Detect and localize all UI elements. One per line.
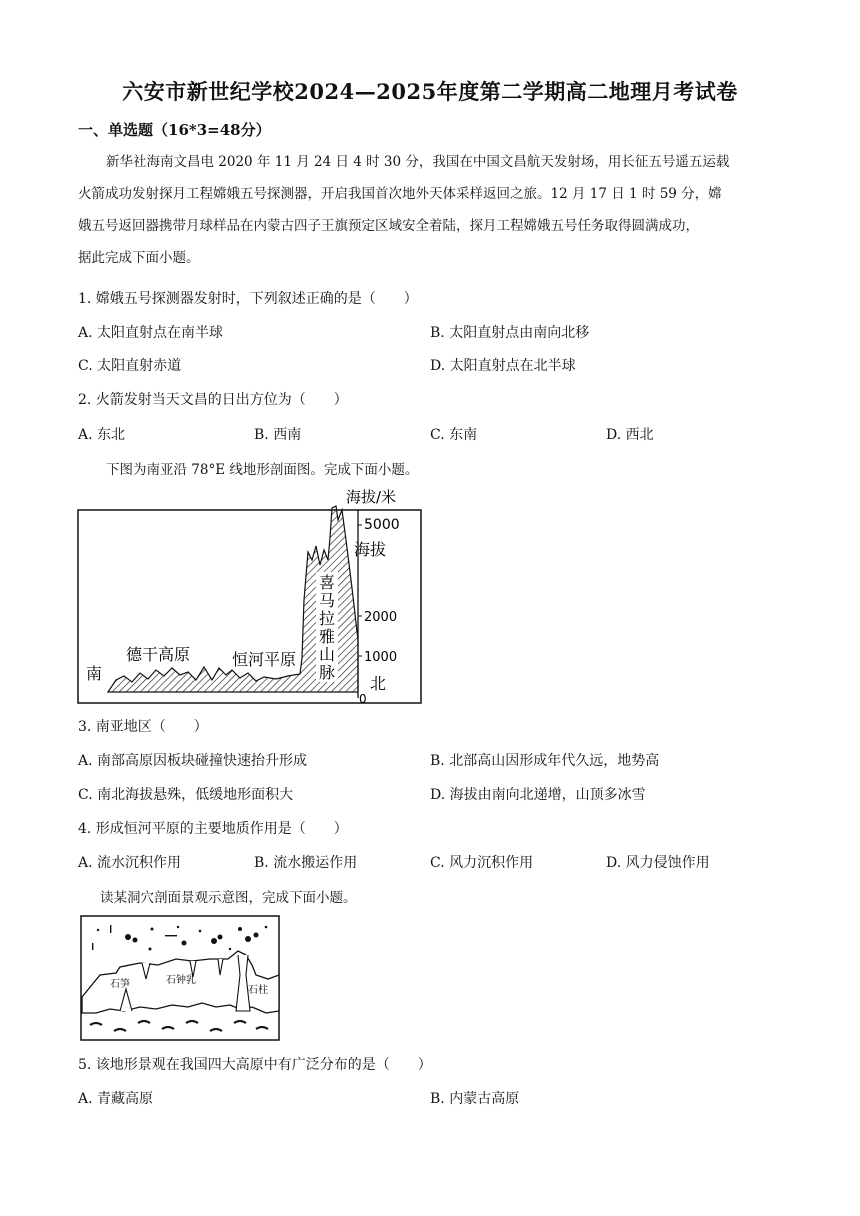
- question-5-option-b[interactable]: B. 内蒙古高原: [430, 1091, 520, 1107]
- cave-diagram: [80, 915, 282, 1043]
- passage-1-line-3: 娥五号返回器携带月球样品在内蒙古四子王旗预定区域安全着陆，探月工程嫦娥五号任务取得圆满成功，: [78, 218, 699, 234]
- question-1-option-c[interactable]: C. 太阳直射赤道: [78, 358, 182, 374]
- question-3-option-a[interactable]: A. 南部高原因板块碰撞快速抬升形成: [78, 753, 308, 769]
- question-1-option-b[interactable]: B. 太阳直射点由南向北移: [430, 325, 590, 341]
- south-label: 南: [86, 664, 103, 683]
- himalaya-char: 雅: [319, 627, 336, 646]
- question-4-option-a[interactable]: A. 流水沉积作用: [78, 855, 182, 871]
- question-4-option-c[interactable]: C. 风力沉积作用: [430, 855, 534, 871]
- question-2-stem: 2. 火箭发射当天文昌的日出方位为（ ）: [78, 392, 348, 408]
- himalaya-label: [319, 573, 335, 682]
- passage-1: [78, 146, 783, 274]
- question-4-stem: 4. 形成恒河平原的主要地质作用是（ ）: [78, 821, 348, 837]
- altitude-label: 海拔: [354, 540, 387, 559]
- question-4-option-d[interactable]: D. 风力侵蚀作用: [606, 855, 710, 871]
- question-1-option-a[interactable]: A. 太阳直射点在南半球: [78, 325, 224, 341]
- stalactite-label: 石钟乳: [166, 975, 196, 986]
- passage-1-line-4: 据此完成下面小题。: [78, 250, 200, 266]
- question-3-option-d[interactable]: D. 海拔由南向北递增，山顶多冰雪: [430, 787, 646, 803]
- section-heading: 一、单选题（16*3=48分）: [78, 121, 271, 139]
- tick-label-5000: 5000: [364, 517, 400, 533]
- tick-label-2000: 2000: [364, 610, 398, 625]
- question-1-stem: 1. 嫦娥五号探测器发射时，下列叙述正确的是（ ）: [78, 291, 418, 307]
- himalaya-char: 马: [319, 591, 336, 610]
- question-4-option-b[interactable]: B. 流水搬运作用: [254, 855, 358, 871]
- question-2-option-a[interactable]: A. 东北: [78, 427, 126, 443]
- profile-ylabel: 海拔/米: [346, 488, 397, 506]
- passage-1-line-1: 新华社海南文昌电 2020 年 11 月 24 日 4 时 30 分，我国在中国文昌航天发射场，用长征五号遥五运载: [106, 154, 730, 170]
- stalagmite-label: 石笋: [110, 979, 130, 990]
- page-title: 六安市新世纪学校2024—2025年度第二学期高二地理月考试卷: [122, 79, 738, 104]
- himalaya-char: 拉: [319, 609, 336, 628]
- deccan-plateau-label: 德干高原: [126, 645, 191, 664]
- tick-label-0: 0: [359, 692, 367, 706]
- question-2-option-b[interactable]: B. 西南: [254, 427, 302, 443]
- terrain-profile-diagram: [76, 480, 426, 708]
- himalaya-char: 喜: [319, 573, 336, 592]
- passage-1-line-2: 火箭成功发射探月工程嫦娥五号探测器，开启我国首次地外天体采样返回之旅。12 月 17 日 1 时 59 分，嫦: [78, 186, 722, 202]
- question-1-option-d[interactable]: D. 太阳直射点在北半球: [430, 358, 576, 374]
- question-2-option-d[interactable]: D. 西北: [606, 427, 654, 443]
- tick-label-1000: 1000: [364, 650, 398, 665]
- question-2-option-c[interactable]: C. 东南: [430, 427, 478, 443]
- himalaya-char: 脉: [319, 663, 336, 682]
- intro-cave: 读某洞穴剖面景观示意图，完成下面小题。: [100, 890, 357, 906]
- north-label: 北: [370, 674, 387, 693]
- question-3-option-b[interactable]: B. 北部高山因形成年代久远，地势高: [430, 753, 660, 769]
- question-5-option-a[interactable]: A. 青藏高原: [78, 1091, 154, 1107]
- question-3-option-c[interactable]: C. 南北海拔悬殊，低缓地形面积大: [78, 787, 294, 803]
- question-5-stem: 5. 该地形景观在我国四大高原中有广泛分布的是（ ）: [78, 1057, 432, 1073]
- himalaya-char: 山: [319, 645, 336, 664]
- pillar-label: 石柱: [248, 985, 268, 996]
- ganges-plain-label: 恒河平原: [232, 650, 297, 669]
- intro-profile: 下图为南亚沿 78°E 线地形剖面图。完成下面小题。: [106, 462, 419, 478]
- question-3-stem: 3. 南亚地区（ ）: [78, 719, 208, 735]
